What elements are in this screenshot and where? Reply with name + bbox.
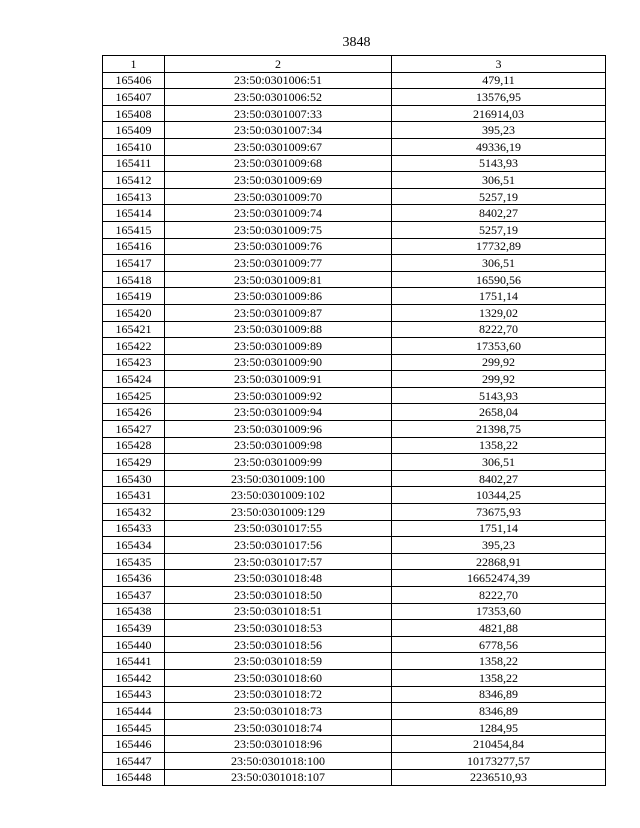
table-row <box>103 155 606 172</box>
table-row <box>103 338 606 355</box>
value-cell: 1358,22 <box>392 669 606 686</box>
row-number-cell: 165429 <box>103 454 165 471</box>
cadastral-number-cell: 23:50:0301009:87 <box>165 304 392 321</box>
cadastral-number-cell: 23:50:0301007:33 <box>165 105 392 122</box>
table-row <box>103 122 606 139</box>
cadastral-number-cell: 23:50:0301017:55 <box>165 520 392 537</box>
value-cell: 210454,84 <box>392 736 606 753</box>
row-number-cell: 165409 <box>103 122 165 139</box>
cadastral-number-cell: 23:50:0301017:56 <box>165 537 392 554</box>
value-cell: 49336,19 <box>392 138 606 155</box>
cadastral-number-cell: 23:50:0301009:77 <box>165 255 392 272</box>
page-number: 3848 <box>342 35 371 50</box>
value-cell: 16652474,39 <box>392 570 606 587</box>
row-number-cell: 165414 <box>103 205 165 222</box>
row-number-cell: 165420 <box>103 304 165 321</box>
row-number-cell: 165418 <box>103 271 165 288</box>
value-cell: 1751,14 <box>392 520 606 537</box>
value-cell: 395,23 <box>392 537 606 554</box>
value-cell: 6778,56 <box>392 636 606 653</box>
row-number-cell: 165443 <box>103 686 165 703</box>
value-cell: 1358,22 <box>392 653 606 670</box>
row-number-cell: 165412 <box>103 172 165 189</box>
table-row <box>103 603 606 620</box>
row-number-cell: 165416 <box>103 238 165 255</box>
value-cell: 8222,70 <box>392 321 606 338</box>
value-cell: 8346,89 <box>392 686 606 703</box>
table-row <box>103 620 606 637</box>
table-row <box>103 89 606 106</box>
table-row <box>103 238 606 255</box>
row-number-cell: 165406 <box>103 72 165 89</box>
value-cell: 5257,19 <box>392 221 606 238</box>
row-number-cell: 165428 <box>103 437 165 454</box>
header-row <box>103 56 606 73</box>
table-row <box>103 205 606 222</box>
table-row <box>103 570 606 587</box>
table-row <box>103 587 606 604</box>
cadastral-number-cell: 23:50:0301018:96 <box>165 736 392 753</box>
table-row <box>103 72 606 89</box>
row-number-cell: 165438 <box>103 603 165 620</box>
value-cell: 216914,03 <box>392 105 606 122</box>
cadastral-number-cell: 23:50:0301017:57 <box>165 553 392 570</box>
value-cell: 22868,91 <box>392 553 606 570</box>
table-row <box>103 454 606 471</box>
table-row <box>103 719 606 736</box>
value-cell: 299,92 <box>392 354 606 371</box>
value-cell: 8402,27 <box>392 470 606 487</box>
table-row <box>103 188 606 205</box>
table-row <box>103 288 606 305</box>
table-row <box>103 105 606 122</box>
value-cell: 306,51 <box>392 172 606 189</box>
value-cell: 306,51 <box>392 255 606 272</box>
table-row <box>103 703 606 720</box>
value-cell: 5257,19 <box>392 188 606 205</box>
table-row <box>103 321 606 338</box>
value-cell: 17732,89 <box>392 238 606 255</box>
value-cell: 8346,89 <box>392 703 606 720</box>
row-number-cell: 165435 <box>103 553 165 570</box>
cadastral-number-cell: 23:50:0301018:72 <box>165 686 392 703</box>
cadastral-number-cell: 23:50:0301009:89 <box>165 338 392 355</box>
row-number-cell: 165419 <box>103 288 165 305</box>
cadastral-number-cell: 23:50:0301009:99 <box>165 454 392 471</box>
cadastral-number-cell: 23:50:0301009:94 <box>165 404 392 421</box>
cadastral-number-cell: 23:50:0301009:69 <box>165 172 392 189</box>
value-cell: 1751,14 <box>392 288 606 305</box>
row-number-cell: 165431 <box>103 487 165 504</box>
cadastral-number-cell: 23:50:0301018:74 <box>165 719 392 736</box>
cadastral-number-cell: 23:50:0301018:51 <box>165 603 392 620</box>
value-cell: 8402,27 <box>392 205 606 222</box>
cadastral-number-cell: 23:50:0301018:50 <box>165 587 392 604</box>
row-number-cell: 165447 <box>103 752 165 769</box>
row-number-cell: 165434 <box>103 537 165 554</box>
value-cell: 13576,95 <box>392 89 606 106</box>
table-row <box>103 437 606 454</box>
cadastral-number-cell: 23:50:0301009:96 <box>165 421 392 438</box>
row-number-cell: 165441 <box>103 653 165 670</box>
row-number-cell: 165442 <box>103 669 165 686</box>
value-cell: 2658,04 <box>392 404 606 421</box>
cadastral-number-cell: 23:50:0301018:60 <box>165 669 392 686</box>
row-number-cell: 165448 <box>103 769 165 786</box>
row-number-cell: 165424 <box>103 371 165 388</box>
row-number-cell: 165427 <box>103 421 165 438</box>
table-row <box>103 138 606 155</box>
row-number-cell: 165437 <box>103 587 165 604</box>
table-row <box>103 636 606 653</box>
row-number-cell: 165408 <box>103 105 165 122</box>
table-row <box>103 255 606 272</box>
value-cell: 16590,56 <box>392 271 606 288</box>
cadastral-number-cell: 23:50:0301018:100 <box>165 752 392 769</box>
row-number-cell: 165423 <box>103 354 165 371</box>
table-row <box>103 304 606 321</box>
table-row <box>103 421 606 438</box>
table-row <box>103 504 606 521</box>
table-row <box>103 271 606 288</box>
row-number-cell: 165430 <box>103 470 165 487</box>
table-row <box>103 371 606 388</box>
table-row <box>103 752 606 769</box>
value-cell: 5143,93 <box>392 155 606 172</box>
value-cell: 73675,93 <box>392 504 606 521</box>
row-number-cell: 165439 <box>103 620 165 637</box>
cadastral-number-cell: 23:50:0301018:107 <box>165 769 392 786</box>
value-cell: 10344,25 <box>392 487 606 504</box>
table-row <box>103 736 606 753</box>
table-row <box>103 769 606 786</box>
row-number-cell: 165413 <box>103 188 165 205</box>
cadastral-number-cell: 23:50:0301018:56 <box>165 636 392 653</box>
value-cell: 306,51 <box>392 454 606 471</box>
table-row <box>103 537 606 554</box>
row-number-cell: 165422 <box>103 338 165 355</box>
table-row <box>103 470 606 487</box>
table-row <box>103 387 606 404</box>
cadastral-number-cell: 23:50:0301009:88 <box>165 321 392 338</box>
value-cell: 17353,60 <box>392 603 606 620</box>
cadastral-number-cell: 23:50:0301009:91 <box>165 371 392 388</box>
table-row <box>103 354 606 371</box>
table-row <box>103 669 606 686</box>
table-row <box>103 487 606 504</box>
value-cell: 17353,60 <box>392 338 606 355</box>
table-row <box>103 653 606 670</box>
cadastral-number-cell: 23:50:0301009:81 <box>165 271 392 288</box>
column-header-1: 1 <box>103 56 165 73</box>
row-number-cell: 165425 <box>103 387 165 404</box>
cadastral-number-cell: 23:50:0301018:59 <box>165 653 392 670</box>
column-header-3: 3 <box>392 56 606 73</box>
row-number-cell: 165417 <box>103 255 165 272</box>
cadastral-number-cell: 23:50:0301009:67 <box>165 138 392 155</box>
cadastral-number-cell: 23:50:0301009:76 <box>165 238 392 255</box>
row-number-cell: 165444 <box>103 703 165 720</box>
cadastral-number-cell: 23:50:0301009:129 <box>165 504 392 521</box>
table-row <box>103 404 606 421</box>
cadastral-number-cell: 23:50:0301009:75 <box>165 221 392 238</box>
value-cell: 21398,75 <box>392 421 606 438</box>
cadastral-number-cell: 23:50:0301009:70 <box>165 188 392 205</box>
cadastral-number-cell: 23:50:0301009:102 <box>165 487 392 504</box>
value-cell: 10173277,57 <box>392 752 606 769</box>
cadastral-number-cell: 23:50:0301006:51 <box>165 72 392 89</box>
row-number-cell: 165426 <box>103 404 165 421</box>
value-cell: 1284,95 <box>392 719 606 736</box>
cadastral-number-cell: 23:50:0301009:74 <box>165 205 392 222</box>
cadastral-number-cell: 23:50:0301009:90 <box>165 354 392 371</box>
table-row <box>103 172 606 189</box>
row-number-cell: 165415 <box>103 221 165 238</box>
table-row <box>103 520 606 537</box>
cadastral-number-cell: 23:50:0301009:92 <box>165 387 392 404</box>
row-number-cell: 165432 <box>103 504 165 521</box>
table-header <box>103 56 606 73</box>
row-number-cell: 165407 <box>103 89 165 106</box>
value-cell: 8222,70 <box>392 587 606 604</box>
column-header-2: 2 <box>165 56 392 73</box>
row-number-cell: 165411 <box>103 155 165 172</box>
cadastral-number-cell: 23:50:0301009:68 <box>165 155 392 172</box>
value-cell: 479,11 <box>392 72 606 89</box>
table-row <box>103 553 606 570</box>
value-cell: 5143,93 <box>392 387 606 404</box>
value-cell: 299,92 <box>392 371 606 388</box>
data-table <box>102 55 606 786</box>
cadastral-number-cell: 23:50:0301006:52 <box>165 89 392 106</box>
row-number-cell: 165446 <box>103 736 165 753</box>
value-cell: 2236510,93 <box>392 769 606 786</box>
cadastral-number-cell: 23:50:0301018:73 <box>165 703 392 720</box>
cadastral-number-cell: 23:50:0301007:34 <box>165 122 392 139</box>
cadastral-number-cell: 23:50:0301009:86 <box>165 288 392 305</box>
table-row <box>103 221 606 238</box>
cadastral-number-cell: 23:50:0301009:98 <box>165 437 392 454</box>
row-number-cell: 165445 <box>103 719 165 736</box>
row-number-cell: 165410 <box>103 138 165 155</box>
value-cell: 1358,22 <box>392 437 606 454</box>
row-number-cell: 165436 <box>103 570 165 587</box>
value-cell: 1329,02 <box>392 304 606 321</box>
table-row <box>103 686 606 703</box>
value-cell: 395,23 <box>392 122 606 139</box>
row-number-cell: 165440 <box>103 636 165 653</box>
row-number-cell: 165433 <box>103 520 165 537</box>
cadastral-number-cell: 23:50:0301009:100 <box>165 470 392 487</box>
cadastral-number-cell: 23:50:0301018:48 <box>165 570 392 587</box>
value-cell: 4821,88 <box>392 620 606 637</box>
row-number-cell: 165421 <box>103 321 165 338</box>
cadastral-number-cell: 23:50:0301018:53 <box>165 620 392 637</box>
table-body <box>103 72 606 786</box>
